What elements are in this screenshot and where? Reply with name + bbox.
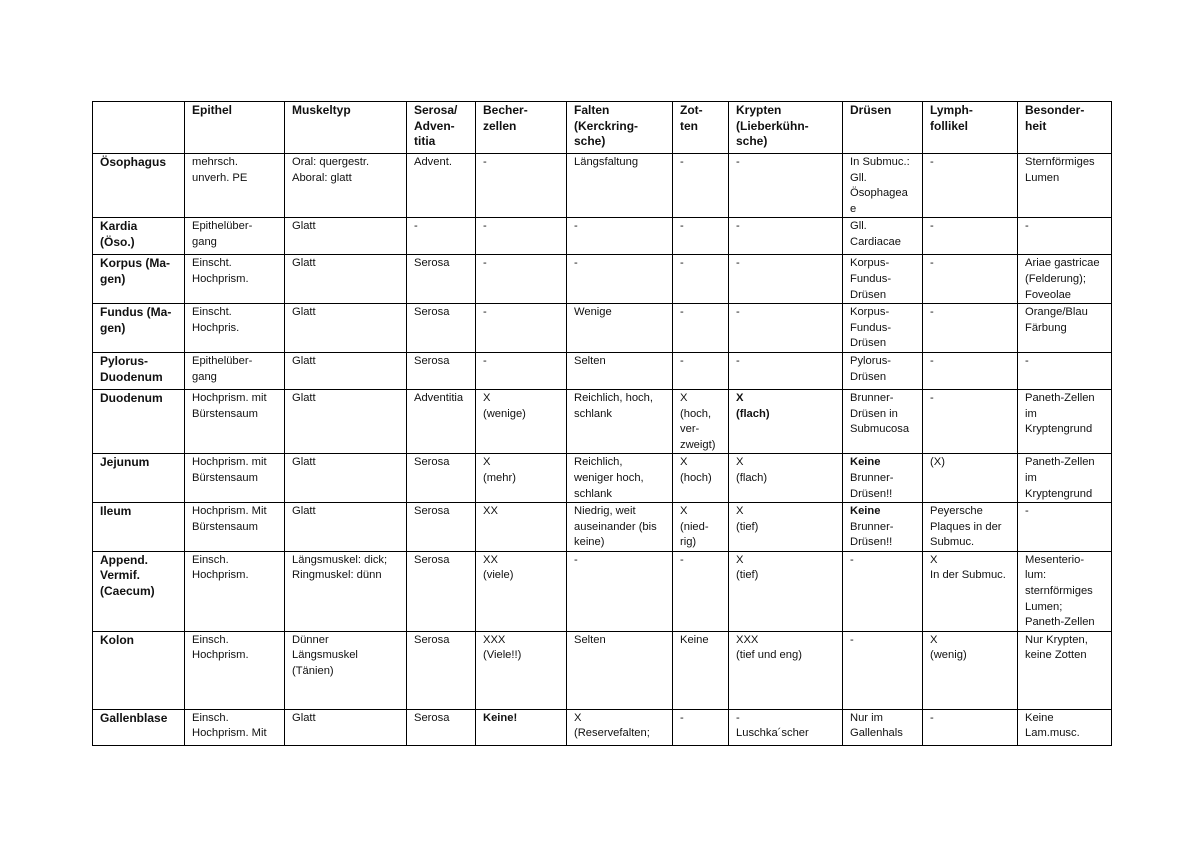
table-row <box>93 218 1112 255</box>
table-cell-epithel <box>185 503 285 552</box>
table-cell-muskeltyp <box>285 255 407 304</box>
table-row <box>93 551 1112 631</box>
cell-text: - <box>680 553 684 566</box>
table-cell-krypten <box>729 454 843 503</box>
table-cell-krypten <box>729 304 843 353</box>
cell-text: Epithelüber- gang <box>192 220 253 248</box>
table-cell-muskeltyp <box>285 631 407 709</box>
table-cell-druesen <box>843 255 923 304</box>
cell-text: Keine Lam.musc. <box>1025 711 1080 740</box>
cell-text: - <box>574 257 578 270</box>
cell-text: Keine Brunner- Drüsen!! <box>850 505 894 549</box>
cell-text: Ariae gastricae (Felderung); Foveolae <box>1025 257 1100 301</box>
table-row <box>93 255 1112 304</box>
cell-text: - <box>680 156 684 168</box>
row-header-organ <box>93 454 185 503</box>
cell-text: Hochprism. mit Bürstensaum <box>192 391 267 420</box>
table-cell-falten <box>567 352 673 389</box>
cell-text: - <box>414 220 418 233</box>
column-header-label: Becher- zellen <box>483 103 528 133</box>
column-header-label: Besonder- heit <box>1025 103 1085 133</box>
table-cell-serosa <box>407 551 476 631</box>
column-header-krypten <box>729 102 843 154</box>
table-cell-zotten <box>673 454 729 503</box>
table-cell-zotten <box>673 631 729 709</box>
cell-text: - <box>850 633 854 646</box>
table-cell-falten <box>567 304 673 353</box>
table-row <box>93 454 1112 503</box>
cell-text: Serosa <box>414 257 450 270</box>
table-cell-muskeltyp <box>285 709 407 745</box>
column-header-label: Epithel <box>192 103 233 117</box>
table-row <box>93 352 1112 389</box>
cell-text: - Luschka´scher <box>736 711 809 740</box>
column-header-lymphfollikel <box>923 102 1018 154</box>
table-cell-epithel <box>185 154 285 218</box>
table-cell-druesen <box>843 154 923 218</box>
cell-text: - <box>574 553 578 566</box>
table-row <box>93 631 1112 709</box>
cell-text: Niedrig, weit auseinander (bis keine) <box>574 505 657 549</box>
cell-text: Einsch. Hochprism. <box>192 553 249 582</box>
cell-text: - <box>930 220 934 233</box>
table-body <box>93 154 1112 746</box>
cell-text: Selten <box>574 633 606 646</box>
row-header-organ <box>93 218 185 255</box>
table-cell-muskeltyp <box>285 503 407 552</box>
row-header-organ <box>93 503 185 552</box>
column-header-serosa <box>407 102 476 154</box>
cell-text: XXX (tief und eng) <box>736 633 802 662</box>
cell-text: - <box>1025 505 1029 518</box>
table-cell-serosa <box>407 389 476 453</box>
cell-text: Glatt <box>292 456 316 469</box>
column-header-besonderheit <box>1018 102 1112 154</box>
cell-text: Nur Krypten, keine Zotten <box>1025 633 1088 662</box>
organ-label: Kardia (Öso.) <box>100 219 138 249</box>
table-cell-becherzellen <box>476 454 567 503</box>
table-cell-epithel <box>185 631 285 709</box>
table-cell-krypten <box>729 154 843 218</box>
cell-text: X (wenig) <box>930 633 967 662</box>
table-cell-lymphfollikel <box>923 631 1018 709</box>
organ-label: Duodenum <box>100 390 163 405</box>
table-cell-serosa <box>407 503 476 552</box>
cell-text: - <box>483 257 487 270</box>
column-header-zotten <box>673 102 729 154</box>
cell-text: X (tief) <box>736 505 759 533</box>
cell-text: Paneth-Zellen im Kryptengrund <box>1025 456 1095 500</box>
table-cell-besonderheit <box>1018 255 1112 304</box>
table-cell-krypten <box>729 389 843 453</box>
cell-text: - <box>736 156 740 168</box>
cell-text: XXX (Viele!!) <box>483 633 522 662</box>
cell-text: - <box>736 306 740 319</box>
table-cell-falten <box>567 454 673 503</box>
cell-text: Keine Brunner- Drüsen!! <box>850 456 894 500</box>
organ-label: Jejunum <box>100 455 150 470</box>
cell-text: - <box>680 306 684 319</box>
table-cell-serosa <box>407 631 476 709</box>
cell-text: - <box>930 354 934 367</box>
table-cell-lymphfollikel <box>923 709 1018 745</box>
table-cell-muskeltyp <box>285 218 407 255</box>
table-cell-muskeltyp <box>285 454 407 503</box>
row-header-organ <box>93 352 185 389</box>
table-cell-besonderheit <box>1018 154 1112 218</box>
table-cell-besonderheit <box>1018 709 1112 745</box>
cell-text: X (nied- rig) <box>680 505 709 549</box>
table-row <box>93 304 1112 353</box>
cell-text: Wenige <box>574 306 612 319</box>
table-cell-muskeltyp <box>285 304 407 353</box>
table-cell-serosa <box>407 352 476 389</box>
cell-text: Serosa <box>414 354 450 367</box>
table-cell-druesen <box>843 389 923 453</box>
table-cell-besonderheit <box>1018 454 1112 503</box>
table-cell-muskeltyp <box>285 154 407 218</box>
cell-text: (X) <box>930 456 945 469</box>
cell-text: Pylorus- Drüsen <box>850 354 892 383</box>
cell-text: Paneth-Zellen im Kryptengrund <box>1025 391 1095 436</box>
table-cell-zotten <box>673 218 729 255</box>
row-header-organ <box>93 389 185 453</box>
table-row <box>93 154 1112 218</box>
column-header-organ <box>93 102 185 154</box>
cell-text: Hochprism. Mit Bürstensaum <box>192 505 267 533</box>
table-cell-krypten <box>729 551 843 631</box>
cell-text: Brunner- Drüsen in Submucosa <box>850 391 910 436</box>
cell-text: X (mehr) <box>483 456 516 484</box>
cell-text: - <box>930 711 934 724</box>
table-cell-krypten <box>729 218 843 255</box>
cell-text: - <box>930 306 934 319</box>
row-header-organ <box>93 709 185 745</box>
table-cell-zotten <box>673 154 729 218</box>
table-cell-krypten <box>729 255 843 304</box>
table-cell-becherzellen <box>476 352 567 389</box>
cell-text: Gll. Cardiacae <box>850 220 901 248</box>
cell-text: Glatt <box>292 220 316 233</box>
cell-text: Sternförmiges Lumen <box>1025 156 1095 184</box>
cell-text: Glatt <box>292 391 316 404</box>
cell-text: Hochprism. mit Bürstensaum <box>192 456 267 484</box>
table-cell-druesen <box>843 304 923 353</box>
cell-text: Glatt <box>292 505 316 518</box>
row-header-organ <box>93 255 185 304</box>
row-header-organ <box>93 154 185 218</box>
table-cell-falten <box>567 551 673 631</box>
table-cell-zotten <box>673 503 729 552</box>
table-cell-lymphfollikel <box>923 454 1018 503</box>
table-header-row <box>93 102 1112 154</box>
table-cell-serosa <box>407 454 476 503</box>
table-cell-becherzellen <box>476 389 567 453</box>
row-header-organ <box>93 631 185 709</box>
column-header-label: Zot- ten <box>680 103 703 133</box>
cell-text: - <box>1025 354 1029 367</box>
column-header-epithel <box>185 102 285 154</box>
table-cell-lymphfollikel <box>923 154 1018 218</box>
table-cell-zotten <box>673 389 729 453</box>
table-cell-besonderheit <box>1018 503 1112 552</box>
table-cell-lymphfollikel <box>923 389 1018 453</box>
table-cell-becherzellen <box>476 218 567 255</box>
table-cell-epithel <box>185 304 285 353</box>
cell-text: XX <box>483 505 498 518</box>
cell-text: In Submuc.: Gll. Ösophagea e <box>850 156 910 215</box>
table-cell-becherzellen <box>476 709 567 745</box>
table-cell-lymphfollikel <box>923 304 1018 353</box>
cell-text: X (flach) <box>736 391 770 420</box>
cell-text: - <box>483 220 487 233</box>
table-cell-muskeltyp <box>285 352 407 389</box>
table-cell-muskeltyp <box>285 551 407 631</box>
table-cell-serosa <box>407 304 476 353</box>
table-cell-besonderheit <box>1018 389 1112 453</box>
cell-text: Einscht. Hochpris. <box>192 306 240 334</box>
table-cell-zotten <box>673 352 729 389</box>
organ-label: Fundus (Ma- gen) <box>100 305 172 335</box>
cell-text: - <box>483 306 487 319</box>
cell-text: Epithelüber- gang <box>192 354 253 383</box>
cell-text: X In der Submuc. <box>930 553 1006 582</box>
organ-label: Ileum <box>100 504 132 519</box>
organ-label: Pylorus- Duodenum <box>100 353 163 384</box>
column-header-muskeltyp <box>285 102 407 154</box>
organ-label: Ösophagus <box>100 155 167 169</box>
cell-text: - <box>483 354 487 367</box>
table-cell-epithel <box>185 218 285 255</box>
table-cell-epithel <box>185 454 285 503</box>
cell-text: Serosa <box>414 456 450 469</box>
cell-text: Reichlich, hoch, schlank <box>574 391 653 420</box>
table-cell-serosa <box>407 255 476 304</box>
table-cell-becherzellen <box>476 154 567 218</box>
cell-text: - <box>680 220 684 233</box>
table-cell-druesen <box>843 709 923 745</box>
cell-text: - <box>736 257 740 270</box>
table-cell-besonderheit <box>1018 218 1112 255</box>
table-cell-lymphfollikel <box>923 551 1018 631</box>
column-header-falten <box>567 102 673 154</box>
cell-text: Keine! <box>483 711 518 724</box>
table-cell-druesen <box>843 631 923 709</box>
table-cell-lymphfollikel <box>923 218 1018 255</box>
table-cell-besonderheit <box>1018 352 1112 389</box>
histology-comparison-table <box>92 101 1112 746</box>
column-header-label: Falten (Kerckring- sche) <box>574 103 639 149</box>
cell-text: Einscht. Hochprism. <box>192 257 249 285</box>
table-cell-falten <box>567 255 673 304</box>
cell-text: Serosa <box>414 505 450 518</box>
organ-label: Gallenblase <box>100 710 168 725</box>
table-cell-epithel <box>185 709 285 745</box>
cell-text: - <box>574 220 578 233</box>
cell-text: Adventitia <box>414 391 464 404</box>
table-cell-falten <box>567 709 673 745</box>
cell-text: Längsfaltung <box>574 156 639 168</box>
cell-text: Korpus- Fundus- Drüsen <box>850 257 892 301</box>
table-cell-lymphfollikel <box>923 503 1018 552</box>
cell-text: - <box>680 354 684 367</box>
cell-text: Selten <box>574 354 606 367</box>
table-cell-besonderheit <box>1018 304 1112 353</box>
column-header-label: Krypten (Lieberkühn- sche) <box>736 103 809 149</box>
row-header-organ <box>93 551 185 631</box>
cell-text: Reichlich, weniger hoch, schlank <box>574 456 644 500</box>
cell-text: Oral: quergestr. Aboral: glatt <box>292 156 370 184</box>
cell-text: Einsch. Hochprism. Mit <box>192 711 267 740</box>
table-cell-falten <box>567 503 673 552</box>
table-cell-krypten <box>729 352 843 389</box>
table-cell-druesen <box>843 551 923 631</box>
cell-text: - <box>930 257 934 270</box>
cell-text: X (hoch, ver- zweigt) <box>680 391 716 451</box>
cell-text: Advent. <box>414 156 452 168</box>
column-header-label: Lymph- follikel <box>930 103 973 133</box>
cell-text: Serosa <box>414 633 450 646</box>
table-cell-besonderheit <box>1018 631 1112 709</box>
table-cell-falten <box>567 218 673 255</box>
table-cell-muskeltyp <box>285 389 407 453</box>
cell-text: Längsmuskel: dick; Ringmuskel: dünn <box>292 553 388 582</box>
organ-label: Korpus (Ma- gen) <box>100 256 170 286</box>
cell-text: Nur im Gallenhals <box>850 711 903 740</box>
cell-text: - <box>1025 220 1029 233</box>
table-cell-krypten <box>729 631 843 709</box>
table-cell-becherzellen <box>476 503 567 552</box>
cell-text: mehrsch. unverh. PE <box>192 156 248 184</box>
column-header-becherzellen <box>476 102 567 154</box>
row-header-organ <box>93 304 185 353</box>
cell-text: Keine <box>680 633 709 646</box>
cell-text: - <box>680 257 684 270</box>
cell-text: X (tief) <box>736 553 759 582</box>
table-cell-besonderheit <box>1018 551 1112 631</box>
table-row <box>93 389 1112 453</box>
table-cell-becherzellen <box>476 255 567 304</box>
table-cell-falten <box>567 389 673 453</box>
table-cell-zotten <box>673 551 729 631</box>
cell-text: - <box>930 391 934 404</box>
column-header-label: Serosa/ Adven- titia <box>414 103 458 149</box>
cell-text: X (wenige) <box>483 391 526 420</box>
cell-text: - <box>736 354 740 367</box>
table-cell-druesen <box>843 218 923 255</box>
table-row <box>93 709 1112 745</box>
table-row <box>93 503 1112 552</box>
cell-text: Serosa <box>414 306 450 319</box>
table-cell-epithel <box>185 389 285 453</box>
table-cell-epithel <box>185 352 285 389</box>
table-cell-serosa <box>407 218 476 255</box>
cell-text: Einsch. Hochprism. <box>192 633 249 662</box>
table-cell-becherzellen <box>476 551 567 631</box>
column-header-label: Muskeltyp <box>292 103 351 117</box>
cell-text: X (flach) <box>736 456 768 484</box>
table-cell-epithel <box>185 551 285 631</box>
cell-text: Korpus- Fundus- Drüsen <box>850 306 892 350</box>
table-cell-krypten <box>729 503 843 552</box>
cell-text: - <box>930 156 934 168</box>
cell-text: XX (viele) <box>483 553 514 582</box>
cell-text: Serosa <box>414 553 450 566</box>
cell-text: - <box>850 553 854 566</box>
cell-text: Dünner Längsmuskel (Tänien) <box>292 633 358 678</box>
table-cell-zotten <box>673 709 729 745</box>
cell-text: - <box>483 156 487 168</box>
table-cell-zotten <box>673 255 729 304</box>
cell-text: X (Reservefalten; <box>574 711 650 740</box>
table-cell-becherzellen <box>476 304 567 353</box>
cell-text: - <box>680 711 684 724</box>
table-cell-becherzellen <box>476 631 567 709</box>
cell-text: X (hoch) <box>680 456 712 484</box>
table-cell-lymphfollikel <box>923 255 1018 304</box>
cell-text: Peyersche Plaques in der Submuc. <box>930 505 1002 549</box>
organ-label: Append. Vermif. (Caecum) <box>100 552 155 599</box>
cell-text: Serosa <box>414 711 450 724</box>
table-cell-krypten <box>729 709 843 745</box>
cell-text: - <box>736 220 740 233</box>
cell-text: Glatt <box>292 354 316 367</box>
column-header-druesen <box>843 102 923 154</box>
cell-text: Glatt <box>292 711 316 724</box>
table-cell-epithel <box>185 255 285 304</box>
table-cell-serosa <box>407 154 476 218</box>
table-cell-falten <box>567 154 673 218</box>
organ-label: Kolon <box>100 632 134 647</box>
cell-text: Glatt <box>292 306 316 319</box>
table-cell-serosa <box>407 709 476 745</box>
cell-text: Orange/Blau Färbung <box>1025 306 1088 334</box>
table-cell-lymphfollikel <box>923 352 1018 389</box>
cell-text: Glatt <box>292 257 316 270</box>
table-cell-druesen <box>843 454 923 503</box>
table-cell-zotten <box>673 304 729 353</box>
table-cell-druesen <box>843 503 923 552</box>
column-header-label: Drüsen <box>850 103 892 117</box>
table-cell-druesen <box>843 352 923 389</box>
cell-text: Mesenterio- lum: sternförmiges Lumen; Paneth-Zellen <box>1025 553 1095 629</box>
table-cell-falten <box>567 631 673 709</box>
